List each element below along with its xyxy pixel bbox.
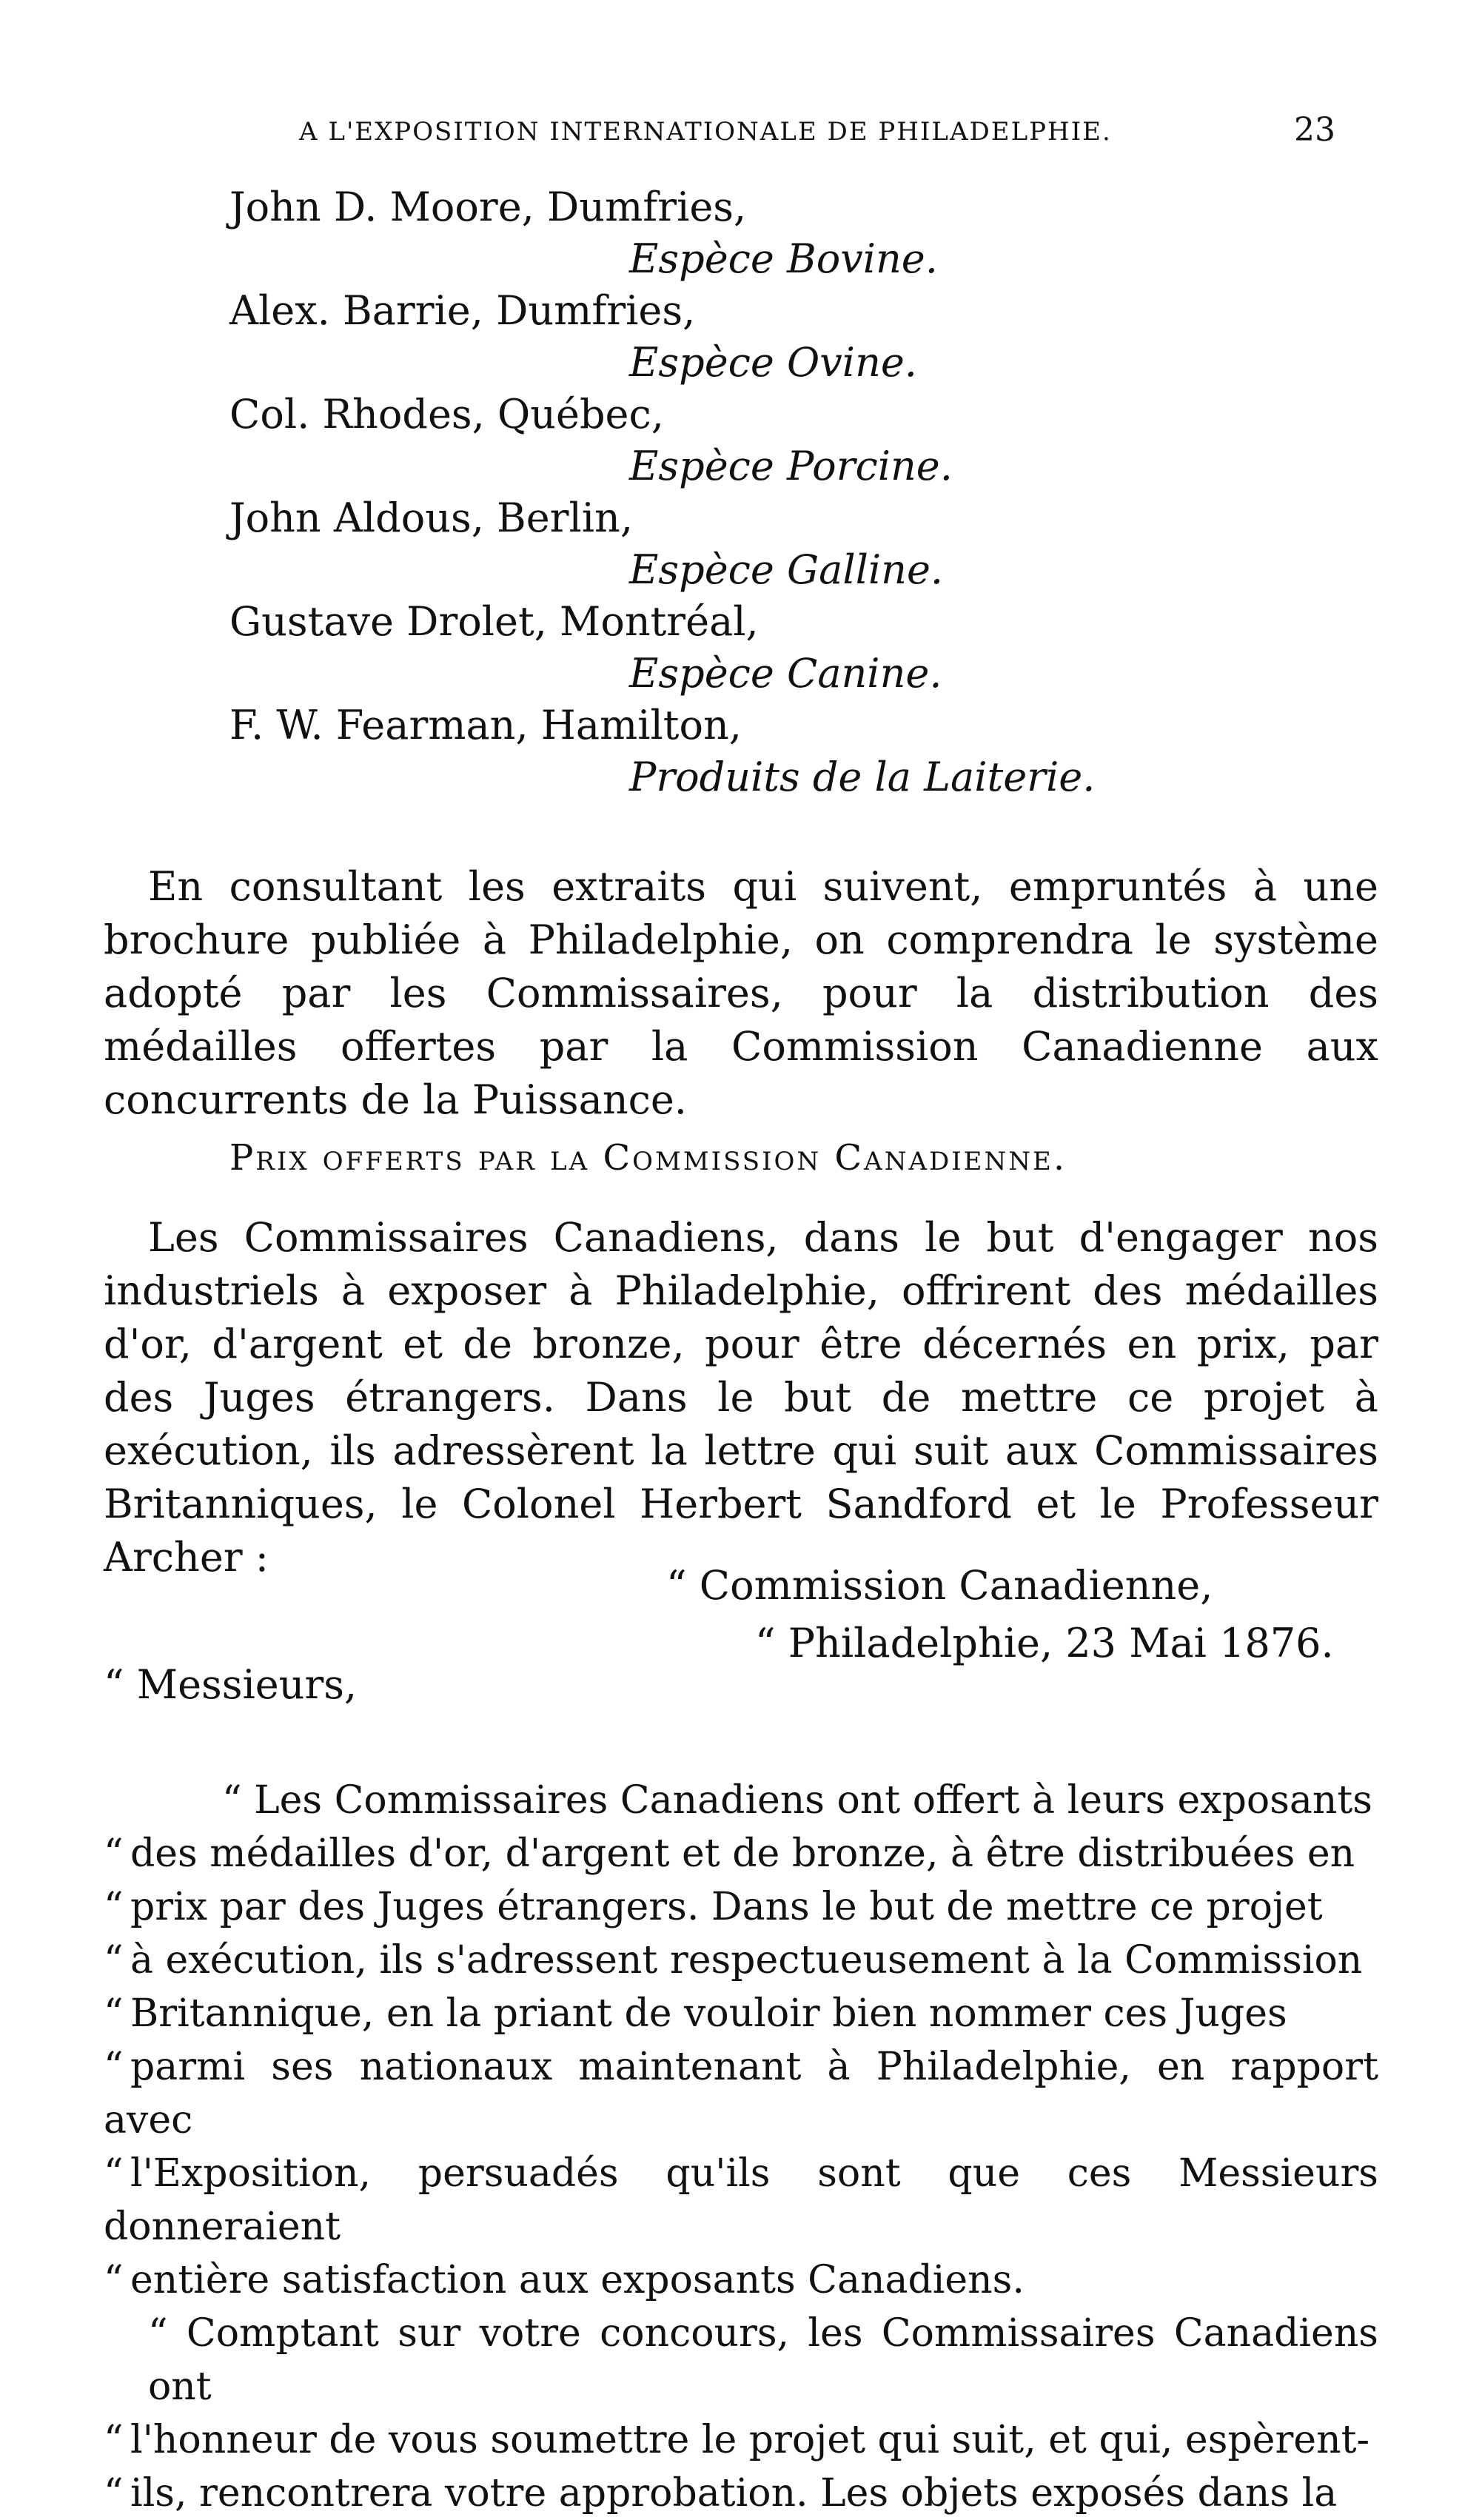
letter-line-text: à exécution, ils s'adressent respectueusement à la Commission (130, 1938, 1363, 1983)
letter-sender: “ Commission Canadienne, (666, 1562, 1213, 1609)
letter-line-text: prix par des Juges étrangers. Dans le but de mettre ce projet (130, 1885, 1323, 1929)
letter-line-text: l'honneur de vous soumettre le projet qui suit, et qui, espèrent- (130, 2418, 1370, 2462)
quote-mark: “ (104, 1832, 124, 1876)
letter-line (104, 1880, 1378, 1934)
exhibitor-category: Produits de la Laiterie. (629, 754, 1096, 800)
exhibitor-list (229, 184, 1340, 805)
quote-mark: “ (104, 2418, 124, 2462)
exhibitor-name: Gustave Drolet, Montréal, (229, 598, 759, 645)
letter-line (104, 2253, 1378, 2307)
letter-line (104, 1987, 1378, 2040)
letter-body (104, 1774, 1378, 2520)
quote-mark: “ (104, 1938, 124, 1983)
quote-mark: “ (104, 1991, 124, 2036)
letter-line-text: Britannique, en la priant de vouloir bien nommer ces Juges (130, 1991, 1287, 2036)
letter-date: “ Philadelphie, 23 Mai 1876. (755, 1620, 1334, 1666)
exhibitor-category: Espèce Bovine. (629, 235, 938, 282)
page-header (299, 111, 1335, 161)
list-item (229, 287, 1340, 391)
exhibitor-category: Espèce Porcine. (629, 443, 953, 489)
letter-line (104, 2413, 1378, 2467)
letter-heading (0, 1562, 1482, 1740)
paragraph-intro (104, 860, 1378, 1127)
list-item (229, 495, 1340, 598)
exhibitor-category: Espèce Canine. (629, 650, 942, 697)
exhibitor-name: Col. Rhodes, Québec, (229, 391, 664, 438)
quote-mark: “ (104, 2258, 124, 2302)
exhibitor-name: Alex. Barrie, Dumfries, (229, 287, 696, 334)
exhibitor-category: Espèce Galline. (629, 546, 944, 593)
letter-line (104, 2467, 1378, 2520)
running-title: A L'EXPOSITION INTERNATIONALE DE PHILADELPHIE. (299, 117, 1112, 147)
letter-line: “ Les Commissaires Canadiens ont offert à leurs exposants (222, 1778, 1372, 1823)
list-item (229, 702, 1340, 805)
exhibitor-name: F. W. Fearman, Hamilton, (229, 702, 742, 748)
letter-line-text: ils, rencontrera votre approbation. Les objets exposés dans la (130, 2471, 1338, 2516)
paragraph-text: En consultant les extraits qui suivent, empruntés à une brochure publiée à Philadelphie, on comprendra le système adopté par les Commissaires, pour la distribution des médailles offertes par la Commission Canadienne aux concurrents de la Puissance. (104, 863, 1378, 1123)
letter-line-text: l'Exposition, persuadés qu'ils sont que ces Messieurs donneraient (104, 2151, 1378, 2249)
letter-line-text: parmi ses nationaux maintenant à Philadelphie, en rapport avec (104, 2045, 1378, 2142)
list-item (229, 391, 1340, 495)
letter-line-text: entière satisfaction aux exposants Canadiens. (130, 2258, 1025, 2302)
letter-line: “ Comptant sur votre concours, les Commissaires Canadiens ont (148, 2311, 1378, 2409)
quote-mark: “ (104, 2471, 124, 2516)
letter-greeting: “ Messieurs, (104, 1661, 358, 1708)
exhibitor-name: John Aldous, Berlin, (229, 495, 633, 541)
letter-line (104, 2040, 1378, 2147)
letter-line-text: des médailles d'or, d'argent et de bronze, à être distribuées en (130, 1832, 1355, 1876)
quote-mark: “ (104, 2151, 124, 2196)
list-item (229, 598, 1340, 702)
letter-line (104, 1934, 1378, 1987)
exhibitor-category: Espèce Ovine. (629, 339, 917, 386)
paragraph-text: Les Commissaires Canadiens, dans le but d'engager nos industriels à exposer à Philadelphie, offrirent des médailles d'or, d'argent et de bronze, pour être décernés en prix, par des Juges étrangers. Dans le but de mettre ce projet à exécution, ils adressèrent la lettre qui suit aux Commissaires Britanniques, le Colonel Herbert Sandford et le Professeur Archer : (104, 1214, 1378, 1581)
paragraph-prizes (104, 1211, 1378, 1584)
page-number: 23 (1294, 111, 1335, 149)
letter-line (104, 1827, 1378, 1880)
letter-line (104, 2147, 1378, 2253)
section-title: Prix offerts par la Commission Canadienne. (229, 1137, 1067, 1179)
quote-mark: “ (104, 2045, 124, 2089)
quote-mark: “ (104, 1885, 124, 1929)
exhibitor-name: John D. Moore, Dumfries, (229, 184, 747, 230)
list-item (229, 184, 1340, 287)
